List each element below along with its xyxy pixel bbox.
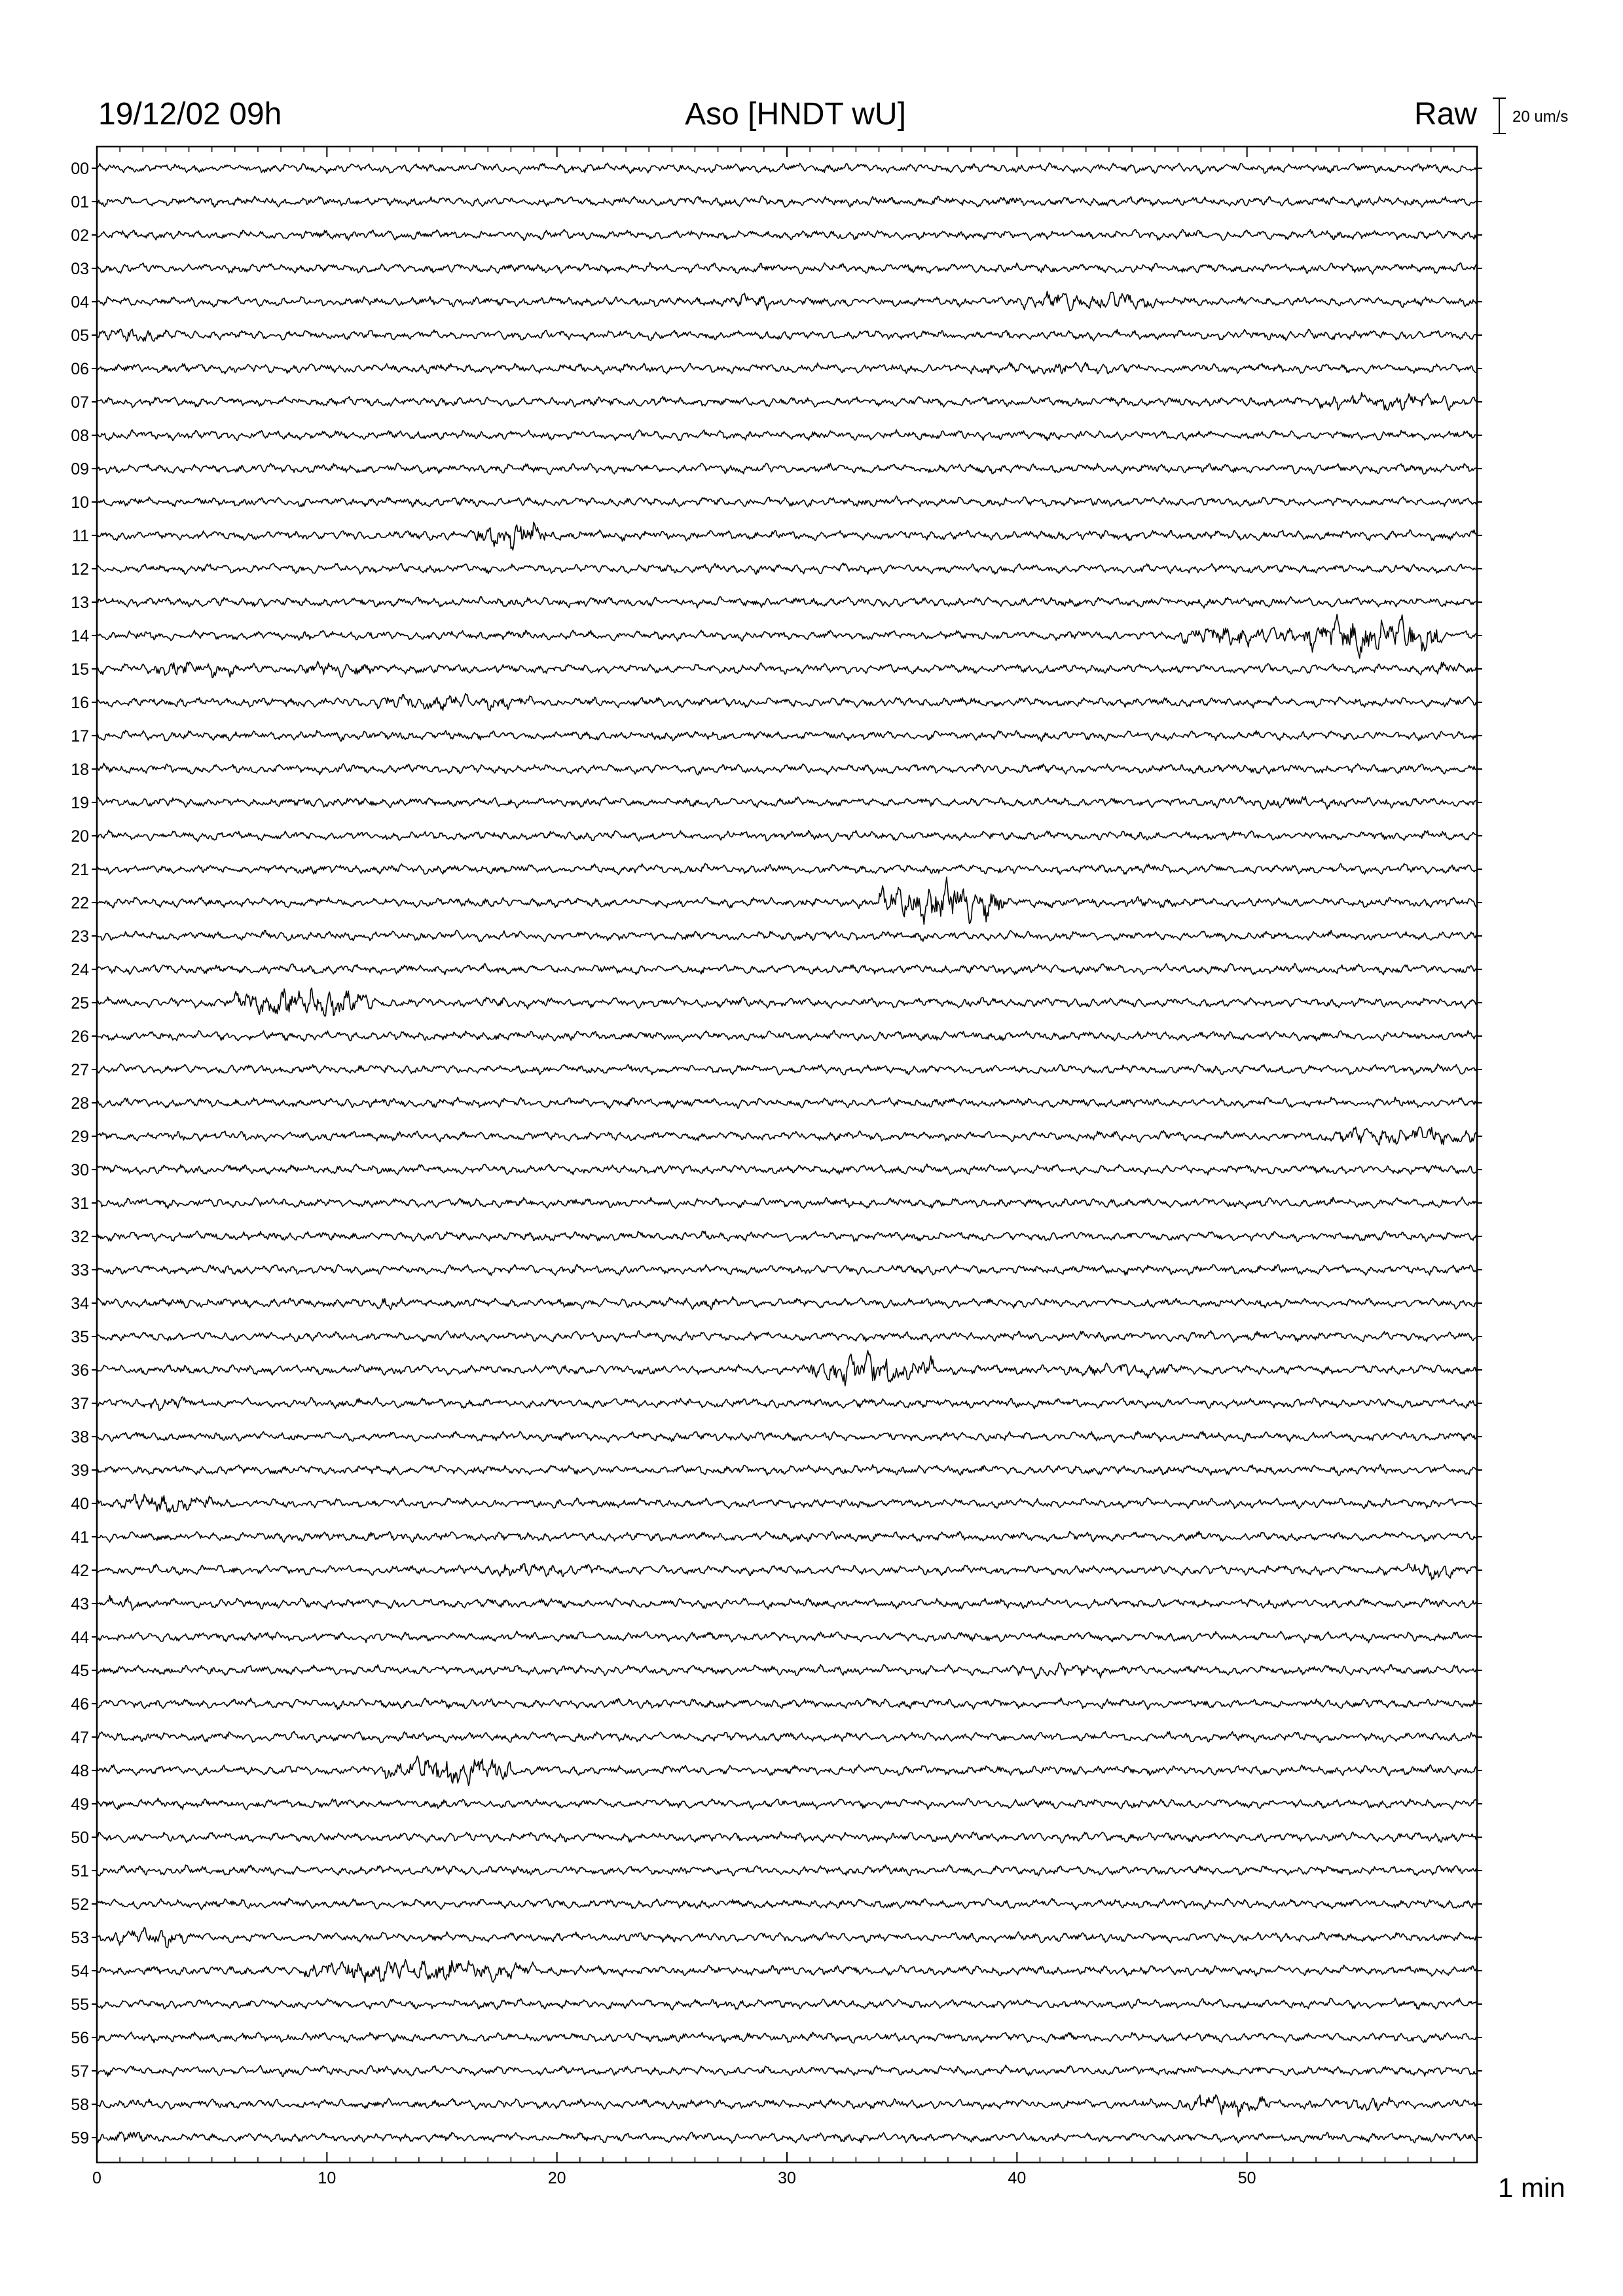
trace-row-38 — [97, 1431, 1477, 1443]
row-label: 19 — [71, 794, 89, 812]
trace-row-37 — [97, 1397, 1477, 1410]
row-label: 02 — [71, 226, 89, 245]
row-label: 57 — [71, 2062, 89, 2081]
trace-row-27 — [97, 1064, 1477, 1075]
trace-row-46 — [97, 1698, 1477, 1710]
row-label: 05 — [71, 327, 89, 345]
trace-row-59 — [97, 2132, 1477, 2143]
trace-row-26 — [97, 1030, 1477, 1041]
row-label: 50 — [71, 1829, 89, 1847]
trace-row-25 — [97, 988, 1477, 1016]
row-label: 40 — [71, 1495, 89, 1513]
row-label: 54 — [71, 1962, 89, 1981]
row-label-group — [71, 160, 1482, 2147]
row-label: 48 — [71, 1762, 89, 1780]
row-label: 03 — [71, 260, 89, 278]
row-label: 22 — [71, 894, 89, 912]
row-label: 07 — [71, 393, 89, 412]
trace-row-39 — [97, 1465, 1477, 1476]
datetime-label: 19/12/02 09h — [98, 97, 282, 132]
trace-row-40 — [97, 1494, 1477, 1512]
trace-row-43 — [97, 1596, 1477, 1611]
row-label: 25 — [71, 994, 89, 1013]
row-label: 41 — [71, 1528, 89, 1547]
trace-row-51 — [97, 1865, 1477, 1876]
row-label: 27 — [71, 1061, 89, 1079]
trace-row-00 — [97, 163, 1477, 174]
row-label: 31 — [71, 1194, 89, 1213]
row-label: 09 — [71, 460, 89, 478]
row-label: 14 — [71, 627, 89, 645]
x-tick-label: 40 — [1008, 2169, 1027, 2187]
trace-row-54 — [97, 1960, 1477, 1983]
trace-row-18 — [97, 763, 1477, 775]
x-axis-label: 1 min — [1498, 2172, 1565, 2203]
row-label: 42 — [71, 1562, 89, 1580]
row-label: 46 — [71, 1695, 89, 1713]
plot-frame — [97, 147, 1477, 2162]
trace-row-23 — [97, 930, 1477, 941]
trace-row-05 — [97, 329, 1477, 342]
trace-row-48 — [97, 1756, 1477, 1785]
mode-label: Raw — [1413, 97, 1477, 132]
row-label: 16 — [71, 694, 89, 712]
trace-row-29 — [97, 1127, 1477, 1145]
row-label: 24 — [71, 961, 89, 979]
row-label: 52 — [71, 1895, 89, 1914]
trace-row-55 — [97, 1998, 1477, 2010]
row-label: 35 — [71, 1328, 89, 1346]
row-label: 56 — [71, 2029, 89, 2047]
row-label: 49 — [71, 1795, 89, 1814]
trace-row-08 — [97, 429, 1477, 440]
trace-row-20 — [97, 830, 1477, 841]
row-label: 00 — [71, 160, 89, 178]
trace-row-13 — [97, 597, 1477, 608]
trace-row-02 — [97, 230, 1477, 241]
trace-row-10 — [97, 496, 1477, 507]
row-label: 17 — [71, 727, 89, 745]
row-label: 38 — [71, 1428, 89, 1446]
row-label: 30 — [71, 1161, 89, 1179]
row-label: 44 — [71, 1628, 89, 1647]
chart-title: Aso [HNDT wU] — [685, 97, 906, 132]
trace-row-56 — [97, 2032, 1477, 2043]
row-label: 34 — [71, 1295, 89, 1313]
trace-row-34 — [97, 1297, 1477, 1310]
trace-row-57 — [97, 2065, 1477, 2077]
trace-row-52 — [97, 1898, 1477, 1910]
trace-row-22 — [97, 877, 1477, 924]
row-label: 23 — [71, 927, 89, 946]
trace-row-01 — [97, 196, 1477, 207]
trace-row-15 — [97, 662, 1477, 678]
trace-row-53 — [97, 1928, 1477, 1948]
row-label: 47 — [71, 1729, 89, 1747]
trace-row-16 — [97, 694, 1477, 711]
trace-row-32 — [97, 1231, 1477, 1242]
row-label: 10 — [71, 493, 89, 512]
trace-row-35 — [97, 1331, 1477, 1342]
row-label: 21 — [71, 861, 89, 879]
trace-row-19 — [97, 797, 1477, 810]
row-label: 18 — [71, 761, 89, 779]
trace-row-50 — [97, 1832, 1477, 1843]
trace-row-47 — [97, 1731, 1477, 1742]
row-label: 39 — [71, 1462, 89, 1480]
trace-row-33 — [97, 1265, 1477, 1276]
trace-row-24 — [97, 963, 1477, 975]
row-label: 12 — [71, 560, 89, 579]
row-label: 37 — [71, 1395, 89, 1413]
trace-row-45 — [97, 1663, 1477, 1679]
row-label: 06 — [71, 360, 89, 378]
trace-row-07 — [97, 393, 1477, 410]
row-label: 32 — [71, 1228, 89, 1246]
trace-row-44 — [97, 1631, 1477, 1643]
trace-row-12 — [97, 563, 1477, 574]
trace-row-03 — [97, 262, 1477, 274]
trace-group — [97, 163, 1477, 2144]
row-label: 08 — [71, 427, 89, 445]
scale-label: 20 um/s — [1512, 108, 1569, 126]
trace-row-11 — [97, 522, 1477, 550]
row-label: 04 — [71, 293, 89, 312]
row-label: 11 — [72, 527, 89, 545]
row-label: 01 — [71, 193, 89, 211]
trace-row-28 — [97, 1097, 1477, 1109]
row-label: 29 — [71, 1128, 89, 1146]
trace-row-36 — [97, 1351, 1477, 1386]
trace-row-49 — [97, 1798, 1477, 1810]
row-label: 36 — [71, 1361, 89, 1380]
amplitude-scale-bar — [1493, 98, 1568, 134]
row-label: 58 — [71, 2096, 89, 2114]
trace-row-30 — [97, 1164, 1477, 1175]
trace-row-41 — [97, 1532, 1477, 1543]
row-label: 20 — [71, 827, 89, 846]
row-label: 15 — [71, 660, 89, 679]
x-tick-label: 30 — [778, 2169, 796, 2187]
row-label: 33 — [71, 1261, 89, 1280]
x-tick-label: 0 — [92, 2169, 101, 2187]
row-label: 55 — [71, 1996, 89, 2014]
trace-row-17 — [97, 730, 1477, 742]
trace-row-06 — [97, 363, 1477, 374]
row-label: 43 — [71, 1595, 89, 1613]
x-tick-label: 50 — [1237, 2169, 1256, 2187]
row-label: 13 — [71, 594, 89, 612]
trace-row-09 — [97, 463, 1477, 475]
row-label: 53 — [71, 1929, 89, 1947]
row-label: 45 — [71, 1662, 89, 1680]
trace-row-31 — [97, 1197, 1477, 1209]
row-label: 59 — [71, 2129, 89, 2147]
x-tick-label: 10 — [318, 2169, 337, 2187]
row-label: 51 — [71, 1862, 89, 1880]
trace-row-21 — [97, 863, 1477, 874]
row-label: 26 — [71, 1028, 89, 1046]
x-axis-ticks — [92, 147, 1477, 2187]
row-label: 28 — [71, 1094, 89, 1113]
x-tick-label: 20 — [547, 2169, 566, 2187]
trace-row-42 — [97, 1564, 1477, 1580]
trace-row-58 — [97, 2095, 1477, 2117]
trace-row-04 — [97, 291, 1477, 311]
trace-row-14 — [97, 615, 1477, 658]
